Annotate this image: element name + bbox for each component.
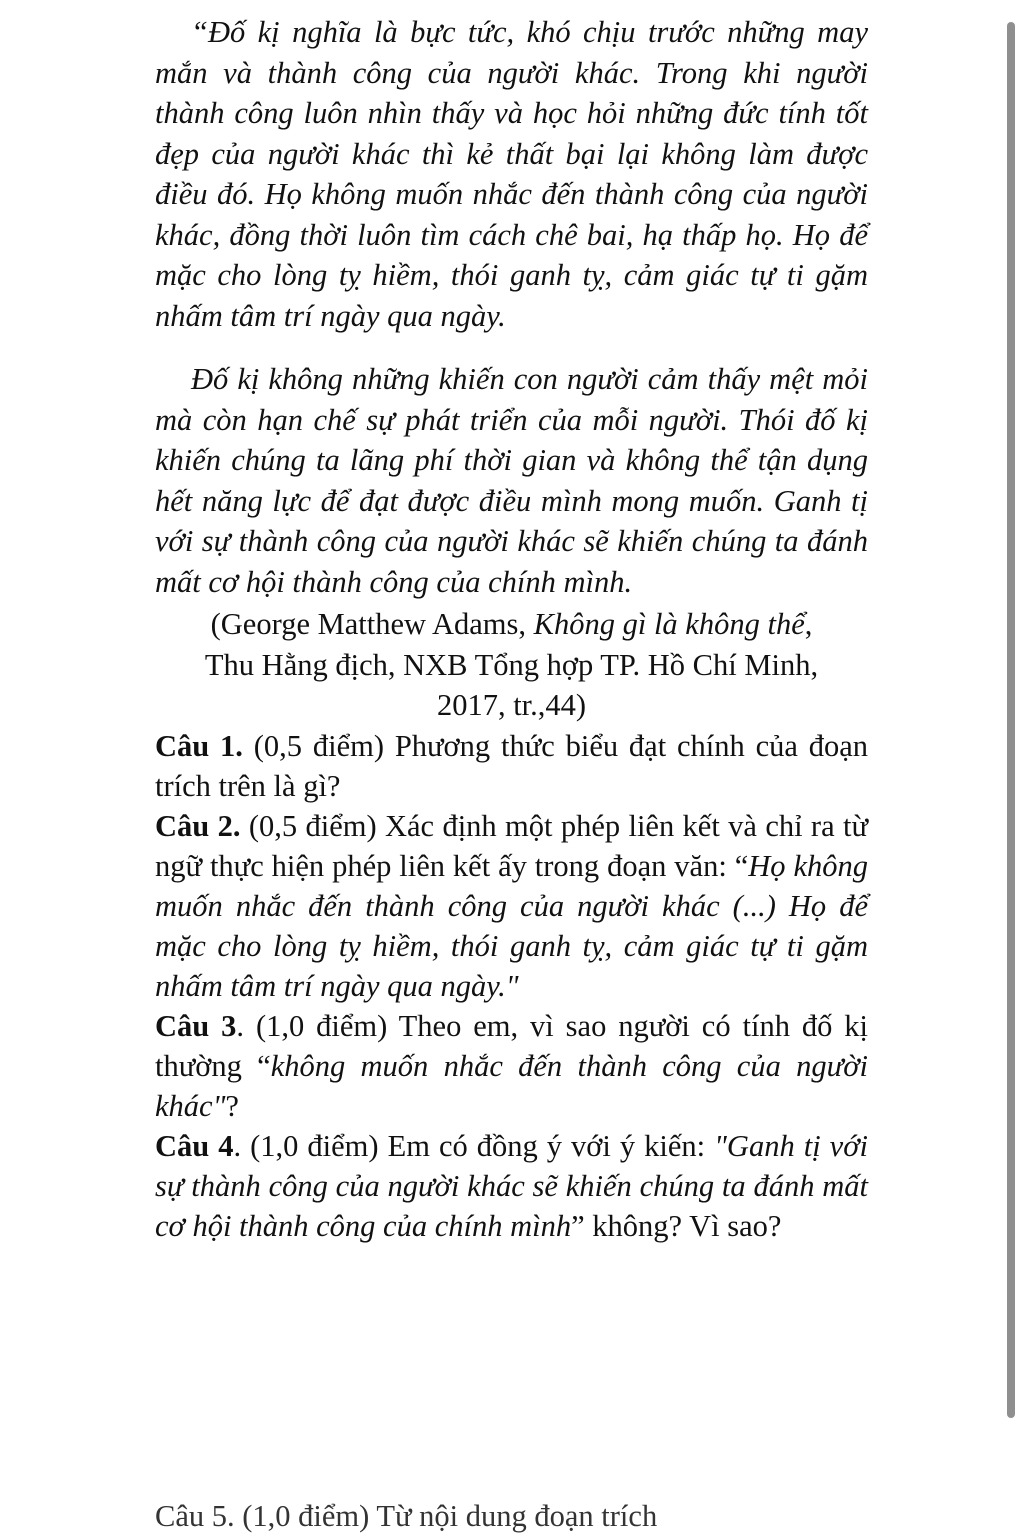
question-4: Câu 4. (1,0 điểm) Em có đồng ý với ý kiến: "Ganh tị với sự thành công của người khác sẽ khiến chúng ta đánh mất cơ hội thành công của chính mình” không? Vì sao? <box>155 1128 868 1243</box>
question-1: Câu 1. (0,5 điểm) Phương thức biểu đạt chính của đoạn trích trên là gì? <box>155 728 868 803</box>
cut-off-next-line: Câu 5. (1,0 điểm) Từ nội dung đoạn trích <box>155 1499 658 1533</box>
source-citation: (George Matthew Adams, Không gì là không thể, Thu Hằng địch, NXB Tổng hợp TP. Hồ Chí Minh, 2017, tr.,44) <box>204 607 819 722</box>
source-book-title: Không gì là không thể <box>533 607 805 641</box>
question-2: Câu 2. (0,5 điểm) Xác định một phép liên kết và chỉ ra từ ngữ thực hiện phép liên kết ấy trong đoạn văn: “Họ không muốn nhắc đến thành công của người khác (...) Họ để mặc cho lòng tỵ hiềm, thói ganh tỵ, cảm giác tự ti gặm nhấm tâm trí ngày qua ngày." <box>155 808 868 1003</box>
passage-paragraph-2: Đố kị không những khiến con người cảm thấy mệt mỏi mà còn hạn chế sự phát triển của mỗi người. Thói đố kị khiến chúng ta lãng phí thời gian và không thể tận dụng hết năng lực để đạt được điều mình mong muốn. Ganh tị với sự thành công của người khác sẽ khiến chúng ta đánh mất cơ hội thành công của chính mình. <box>155 362 868 599</box>
scrollbar-thumb[interactable] <box>1007 22 1015 1418</box>
passage-paragraph-1: “Đố kị nghĩa là bực tức, khó chịu trước những may mắn và thành công của người khác. Trong khi người thành công luôn nhìn thấy và học hỏi những đức tính tốt đẹp của người khác thì kẻ thất bại lại không làm được điều đó. Họ không muốn nhắc đến thành công của người khác, đồng thời luôn tìm cách chê bai, hạ thấp họ. Họ để mặc cho lòng tỵ hiềm, thói ganh tỵ, cảm giác tự ti gặm nhấm tâm trí ngày qua ngày. <box>155 15 868 333</box>
document-page <box>155 12 868 1246</box>
question-3: Câu 3. (1,0 điểm) Theo em, vì sao người có tính đố kị thường “không muốn nhắc đến thành công của người khác"? <box>155 1008 868 1123</box>
